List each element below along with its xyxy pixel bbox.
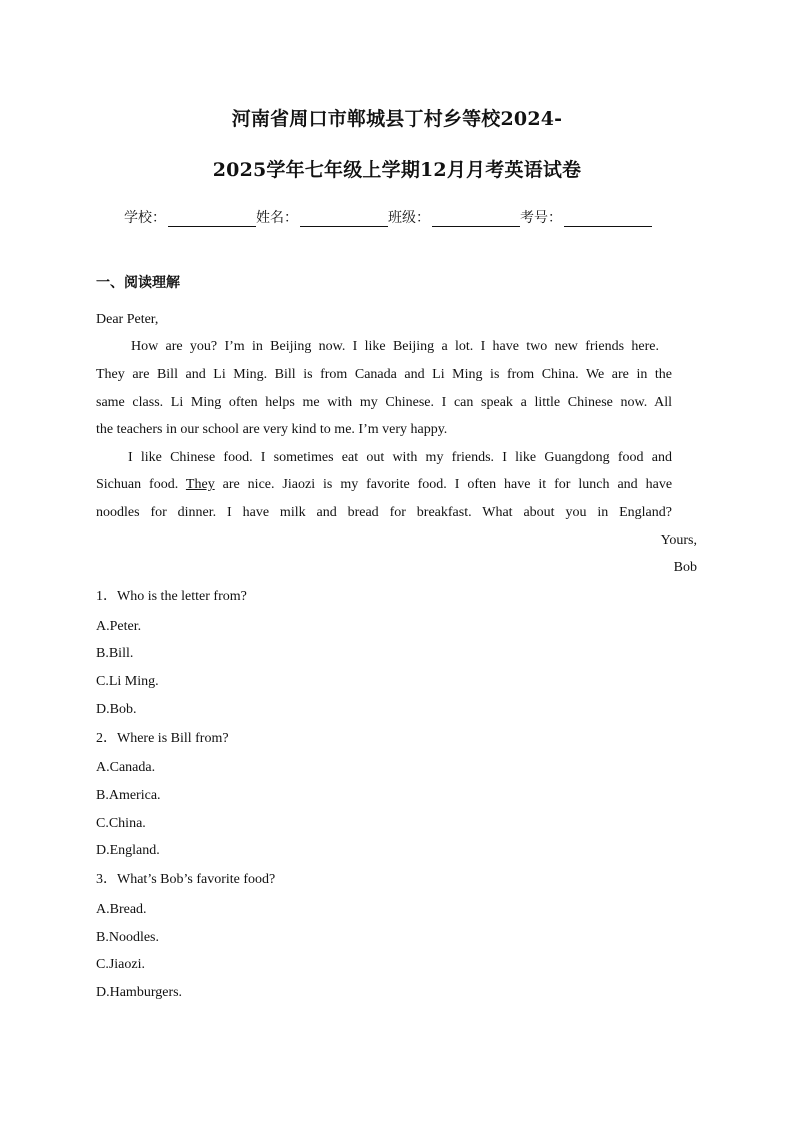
letter-p2-line: noodles for dinner. I have milk and bread for breakfast. What about you in England? xyxy=(96,505,672,520)
exam-number-field xyxy=(520,207,652,227)
exam-title-line-1: 河南省周口市郸城县丁村乡等校2024- xyxy=(231,108,563,130)
letter-p1-line: the teachers in our school are very kind to me. I’m very happy. xyxy=(96,422,448,437)
school-label: 学校： xyxy=(124,210,166,226)
answer-option[interactable]: C.China. xyxy=(96,816,146,831)
letter-p2-text: Sichuan food. xyxy=(96,477,179,492)
question-stem: 1．Who is the letter from? xyxy=(96,589,247,604)
answer-option[interactable]: C.Jiaozi. xyxy=(96,957,145,972)
letter-p1-line: How are you? I’m in Beijing now. I like Beijing a lot. I have two new friends here. xyxy=(131,339,659,354)
answer-option[interactable]: A.Canada. xyxy=(96,760,156,775)
underlined-word-they: They xyxy=(185,477,215,492)
section-heading: 一、阅读理解 xyxy=(96,275,180,291)
exam-number-blank[interactable] xyxy=(564,212,652,227)
class-field xyxy=(388,207,520,227)
exam-number-label: 考号： xyxy=(520,210,562,226)
letter-p1-line: They are Bill and Li Ming. Bill is from Canada and Li Ming is from China. We are in the xyxy=(96,367,672,382)
letter-p2-line: I like Chinese food. I sometimes eat out with my friends. I like Guangdong food and xyxy=(128,450,672,465)
class-blank[interactable] xyxy=(432,212,520,227)
class-label: 班级： xyxy=(388,210,430,226)
answer-option[interactable]: A.Bread. xyxy=(96,902,147,917)
answer-option[interactable]: B.Bill. xyxy=(96,646,134,661)
student-info-row xyxy=(124,205,684,227)
answer-option[interactable]: D.Hamburgers. xyxy=(96,985,183,1000)
name-blank[interactable] xyxy=(300,212,388,227)
answer-option[interactable]: D.England. xyxy=(96,843,160,858)
letter-closing: Yours, xyxy=(660,533,697,548)
answer-option[interactable]: A.Peter. xyxy=(96,619,142,634)
letter-greeting: Dear Peter, xyxy=(96,312,159,327)
answer-option[interactable]: C.Li Ming. xyxy=(96,674,159,689)
name-label: 姓名： xyxy=(256,210,298,226)
letter-p1-line: same class. Li Ming often helps me with my Chinese. I can speak a little Chinese now. All xyxy=(96,395,672,410)
letter-signature: Bob xyxy=(673,560,697,575)
name-field xyxy=(256,207,388,227)
answer-option[interactable]: B.America. xyxy=(96,788,161,803)
question-stem: 3．What’s Bob’s favorite food? xyxy=(96,872,276,887)
school-blank[interactable] xyxy=(168,212,256,227)
answer-option[interactable]: B.Noodles. xyxy=(96,930,159,945)
answer-option[interactable]: D.Bob. xyxy=(96,702,137,717)
letter-p2-text: are nice. Jiaozi is my favorite food. I often have it for lunch and have xyxy=(222,477,673,492)
letter-p2-line xyxy=(96,476,672,494)
school-field xyxy=(124,207,256,227)
question-stem: 2．Where is Bill from? xyxy=(96,731,229,746)
exam-title-line-2: 2025学年七年级上学期12月月考英语试卷 xyxy=(212,159,582,181)
